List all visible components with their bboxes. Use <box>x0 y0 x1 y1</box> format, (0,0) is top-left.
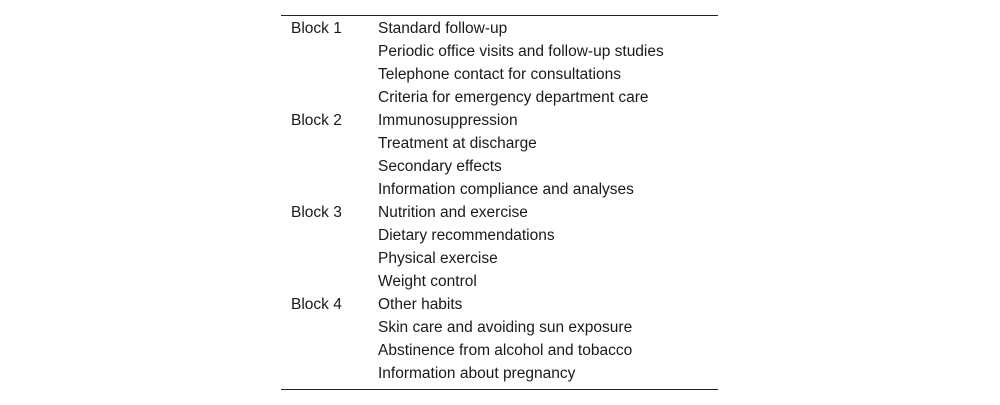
block-item: Secondary effects <box>378 158 502 175</box>
block-item: Treatment at discharge <box>378 135 537 152</box>
table-row <box>281 201 718 224</box>
table-row <box>281 17 718 40</box>
block-item: Dietary recommendations <box>378 227 555 244</box>
block-item: Other habits <box>378 296 463 313</box>
table-row <box>281 224 718 247</box>
table-row <box>281 40 718 63</box>
table-row <box>281 132 718 155</box>
block-item: Criteria for emergency department care <box>378 89 649 106</box>
block-label: Block 3 <box>291 204 342 221</box>
block-item: Physical exercise <box>378 250 498 267</box>
block-item: Immunosuppression <box>378 112 518 129</box>
table-row <box>281 339 718 362</box>
education-blocks-table <box>281 15 718 390</box>
block-item: Information compliance and analyses <box>378 181 634 198</box>
block-item: Standard follow-up <box>378 20 508 37</box>
table-row <box>281 316 718 339</box>
block-item: Information about pregnancy <box>378 365 576 382</box>
table-row <box>281 155 718 178</box>
block-label: Block 4 <box>291 296 342 313</box>
table-row <box>281 270 718 293</box>
block-item: Periodic office visits and follow-up studies <box>378 43 664 60</box>
block-item: Weight control <box>378 273 477 290</box>
table-row <box>281 63 718 86</box>
block-item: Skin care and avoiding sun exposure <box>378 319 633 336</box>
table-row <box>281 178 718 201</box>
table-row <box>281 293 718 316</box>
block-item: Telephone contact for consultations <box>378 66 621 83</box>
table-row <box>281 362 718 385</box>
table-row <box>281 86 718 109</box>
table-row <box>281 109 718 132</box>
table-row <box>281 247 718 270</box>
block-label: Block 2 <box>291 112 342 129</box>
block-item: Abstinence from alcohol and tobacco <box>378 342 633 359</box>
block-label: Block 1 <box>291 20 342 37</box>
block-item: Nutrition and exercise <box>378 204 528 221</box>
